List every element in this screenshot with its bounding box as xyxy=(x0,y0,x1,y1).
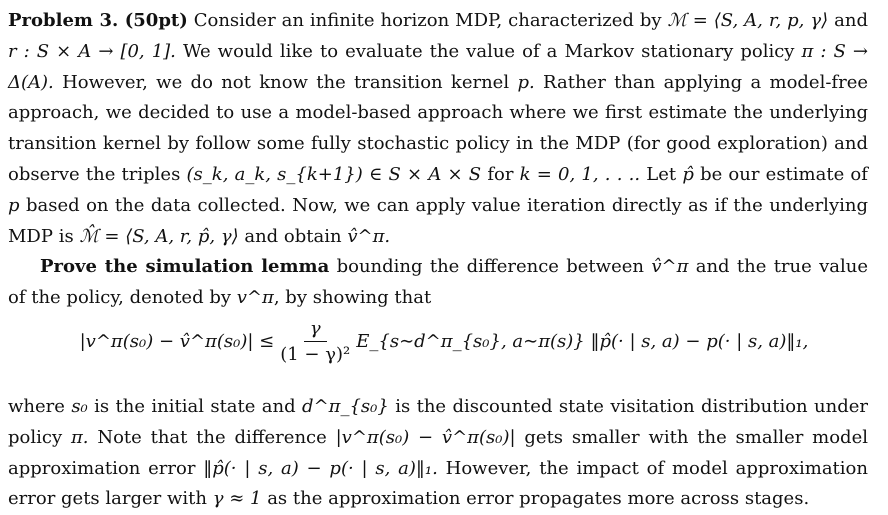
intro-text-8: be our estimate of xyxy=(700,163,868,185)
v-hat-pi: v̂^π xyxy=(651,256,689,277)
mdp-hat-tuple: ℳ̂ = ⟨S, A, r, p̂, γ⟩ xyxy=(79,225,239,247)
equation-rhs: E_{s∼d^π_{s₀}, a∼π(s)} ‖p̂(· | s, a) − p(· | s, a)‖₁, xyxy=(356,331,809,352)
intro-text-4: However, we do not know the transition kernel xyxy=(62,71,510,93)
simulation-lemma-equation xyxy=(0,318,888,378)
k-range: k = 0, 1, . . .. xyxy=(519,163,641,185)
intro-text-3: We would like to evaluate the value of a Markov stationary policy xyxy=(182,40,795,62)
value-difference: |v^π(s₀) − v̂^π(s₀)| xyxy=(335,426,516,448)
closing-text-6: However, the impact of model approximation error gets larger with xyxy=(8,457,868,510)
closing-paragraph xyxy=(8,392,868,515)
policy-definition: π : S → Δ(A). xyxy=(8,40,868,93)
intro-text-6: for xyxy=(487,163,514,185)
intro-text-5: Rather than applying a model-free approach, we decided to use a model-based approach where we first estimate the underlying transition kernel by follow some fully stochastic policy in the MDP (for good exploration) and observe the triples xyxy=(8,71,868,185)
equation-lhs: |v^π(s₀) − v̂^π(s₀)| ≤ xyxy=(79,331,275,352)
fraction-denominator: (1 − γ)² xyxy=(280,344,351,365)
prove-bold: Prove the simulation lemma xyxy=(40,256,330,277)
mdp-tuple: ℳ = ⟨S, A, r, p, γ⟩ xyxy=(667,10,829,31)
intro-text-10: and obtain xyxy=(244,225,342,247)
p-symbol: p xyxy=(8,194,20,216)
prove-text-1: bounding the difference between xyxy=(336,256,644,277)
equation-fraction xyxy=(280,318,350,365)
visitation-distribution: d^π_{s₀} xyxy=(302,396,389,417)
intro-text-2: and xyxy=(834,10,868,31)
problem-statement xyxy=(8,6,868,252)
prove-text-2: and the true value of the policy, denoted by xyxy=(8,256,868,308)
pi-symbol: π. xyxy=(70,426,89,448)
reward-definition: r : S × A → [0, 1]. xyxy=(8,40,176,62)
s0-symbol: s₀ xyxy=(71,396,88,417)
closing-text-3: is the discounted state visitation distribution under policy xyxy=(8,396,868,448)
closing-text-2: is the initial state and xyxy=(94,396,296,417)
problem-heading: Problem 3. (50pt) xyxy=(8,10,188,31)
p-hat-symbol: p̂ xyxy=(682,163,694,185)
intro-text-1: Consider an infinite horizon MDP, characterized by xyxy=(193,10,662,31)
triples-expression: (s_k, a_k, s_{k+1}) ∈ S × A × S xyxy=(186,163,482,185)
closing-text-7: as the approximation error propagates more across stages. xyxy=(267,488,810,510)
intro-text-7: Let xyxy=(646,163,677,185)
closing-text-1: where xyxy=(8,396,65,417)
fraction-numerator: γ xyxy=(304,318,327,342)
v-pi: v^π xyxy=(236,286,274,308)
kernel-symbol: p. xyxy=(517,71,535,93)
gamma-approx: γ ≈ 1 xyxy=(212,488,262,510)
prove-paragraph xyxy=(8,252,868,314)
prove-text-3: , by showing that xyxy=(273,286,432,308)
closing-text-5: gets smaller with the smaller model approximation error xyxy=(8,426,868,479)
model-error: ‖p̂(· | s, a) − p(· | s, a)‖₁. xyxy=(203,457,438,479)
v-hat-symbol: v̂^π. xyxy=(347,225,391,247)
closing-text-4: Note that the difference xyxy=(97,426,327,448)
intro-text-9: based on the data collected. Now, we can apply value iteration directly as if the underlying MDP is xyxy=(8,194,868,247)
